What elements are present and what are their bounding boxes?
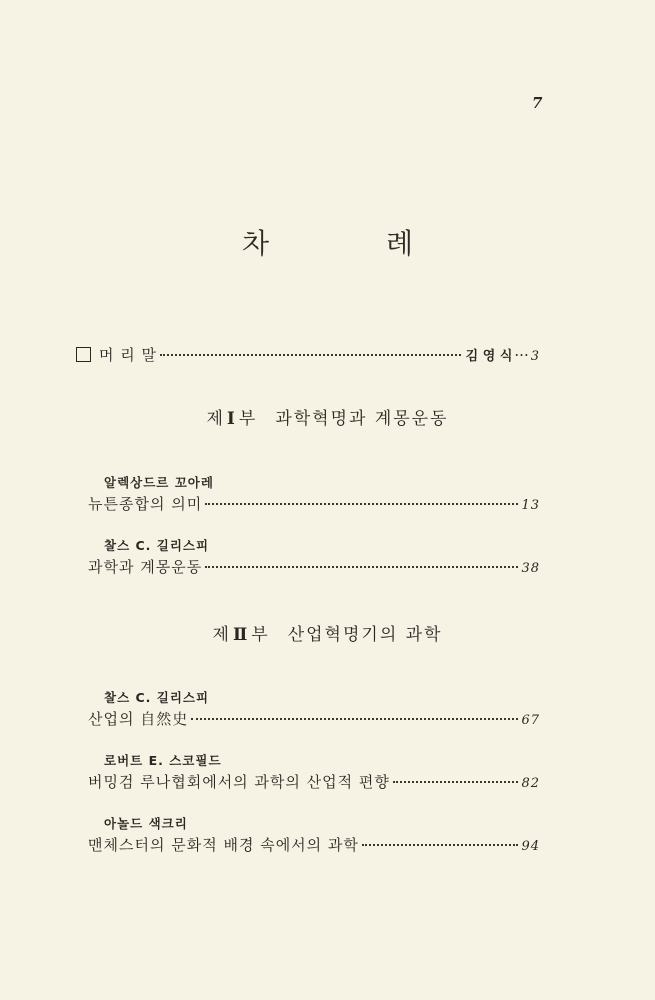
part-roman-numeral: Ⅱ: [232, 625, 250, 645]
dot-leader: [191, 718, 518, 720]
dot-leader: [160, 354, 461, 356]
part-title: 산업혁명기의 과학: [287, 625, 443, 645]
toc-title: 차 례: [242, 227, 467, 260]
part-number-prefix: 제: [206, 409, 225, 429]
entry-title: 과학과 계몽운동: [88, 558, 203, 576]
dot-leader: [362, 844, 519, 846]
preface-author: 김 영 식: [465, 349, 513, 364]
entry-title: 맨체스터의 문화적 배경 속에서의 과학: [88, 836, 359, 854]
entry-title: 버밍검 루나협회에서의 과학의 산업적 편향: [88, 773, 390, 791]
part-title: 과학혁명과 계몽운동: [275, 409, 449, 429]
entry-author: 찰스 C. 길리스피: [104, 690, 210, 705]
dot-leader: [393, 781, 519, 783]
entry-page: 82: [521, 776, 540, 791]
page-number: 7: [532, 94, 543, 112]
part-number-suffix: 부: [238, 409, 258, 429]
preface-label: 머 리 말: [99, 346, 158, 364]
dot-leader: [205, 503, 518, 505]
part-heading-1: [0, 404, 655, 429]
entry-author: 아놀드 색크리: [104, 816, 188, 831]
toc-entry[interactable]: [88, 556, 540, 577]
toc-entry[interactable]: [88, 834, 540, 855]
entry-page: 38: [521, 561, 540, 576]
dot-leader: [205, 566, 518, 568]
part-number-prefix: 제: [212, 625, 231, 645]
toc-entry[interactable]: [88, 708, 540, 729]
dot-leader-short: ···: [514, 346, 529, 364]
entry-author: 알렉상드르 꼬아레: [104, 475, 214, 490]
toc-entry[interactable]: [88, 771, 540, 792]
square-bullet-icon: [76, 347, 91, 362]
entry-page: 67: [521, 713, 540, 728]
entry-author: 로버트 E. 스코필드: [104, 753, 222, 768]
preface-page: 3: [530, 349, 540, 364]
entry-author: 찰스 C. 길리스피: [104, 538, 210, 553]
entry-page: 94: [521, 839, 540, 854]
part-number-suffix: 부: [251, 625, 270, 645]
entry-title: 산업의 自然史: [88, 710, 189, 728]
toc-entry-preface[interactable]: [76, 344, 540, 365]
part-heading-2: [0, 620, 655, 645]
entry-page: 13: [521, 498, 540, 513]
toc-entry[interactable]: [88, 493, 540, 514]
part-roman-numeral: Ⅰ: [226, 409, 237, 429]
entry-title: 뉴튼종합의 의미: [88, 495, 203, 513]
